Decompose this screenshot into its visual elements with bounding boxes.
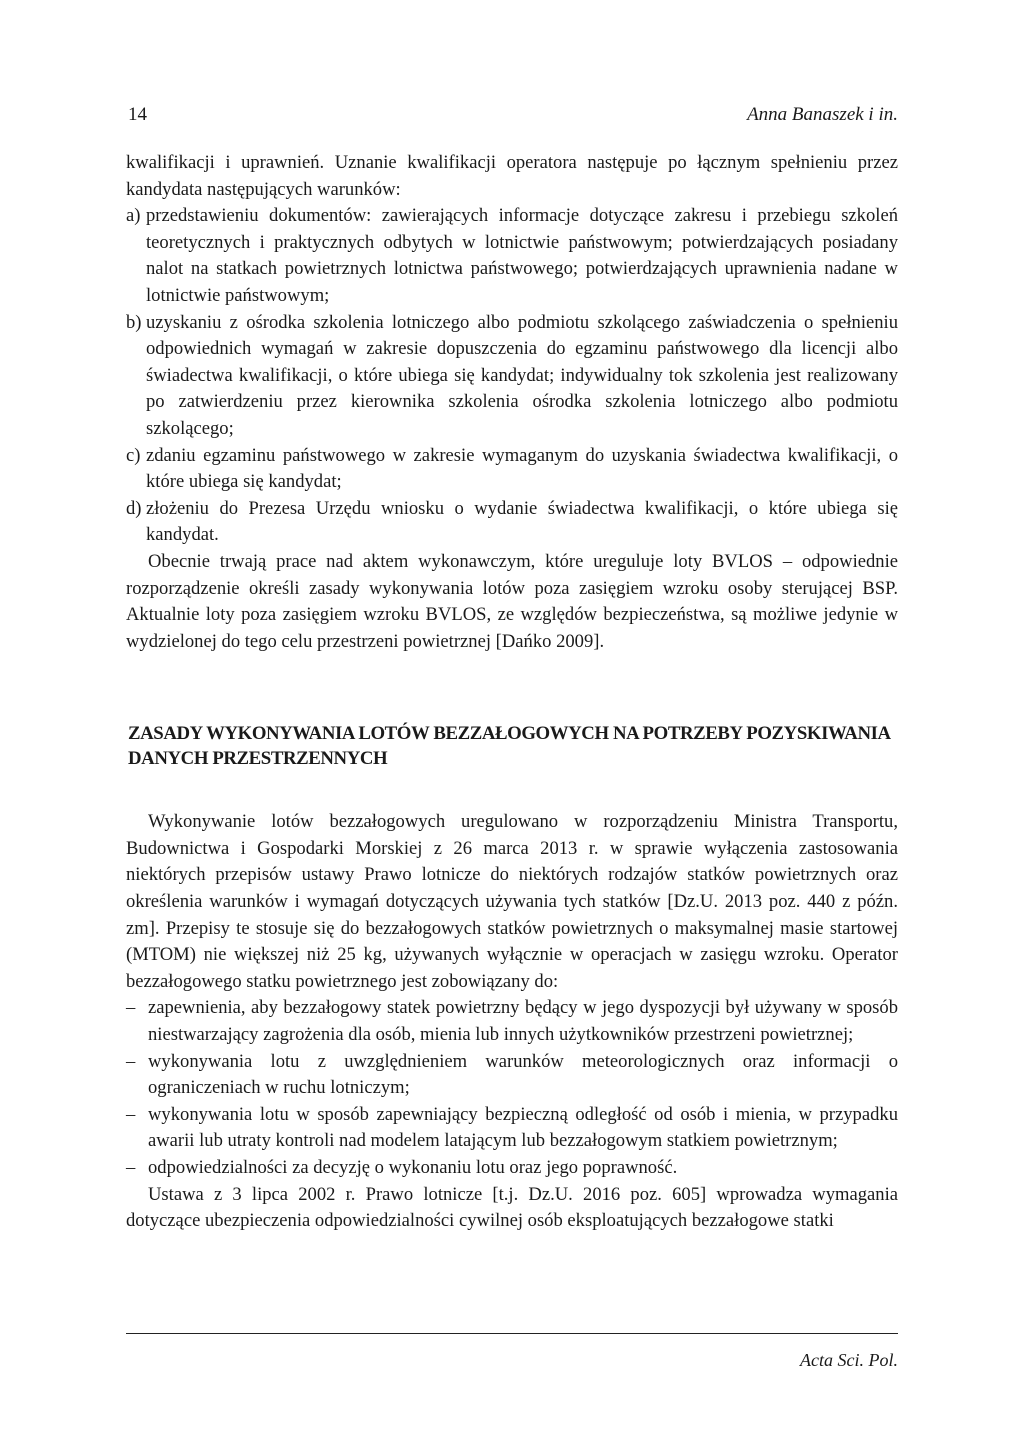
list-item-text: wykonywania lotu z uwzględnieniem warunków meteorologicznych oraz informacji o ograniczeniach w ruchu lotniczym; <box>148 1050 898 1099</box>
list-item-text: zapewnienia, aby bezzałogowy statek powietrzny będący w jego dyspozycji był używany w sposób niestwarzający zagrożenia dla osób, mienia lub innych użytkowników przestrzeni powietrznej; <box>148 997 898 1046</box>
paragraph-3: Wykonywanie lotów bezzałogowych uregulowano w rozporządzeniu Ministra Transportu, Budownictwa i Gospodarki Morskiej z 26 marca 2013 r. w sprawie wyłączenia zastosowania niektórych przepisów ustawy Prawo lotnicze do niektórych rodzajów statków powietrznych oraz określenia warunków i wymagań dotyczących używania tych statków [Dz.U. 2013 poz. 440 z późn. zm]. Przepisy te stosuje się do bezzałogowych statków powietrznych o maksymalnej masie startowej (MTOM) nie większej niż 25 kg, używanych wyłącznie w operacjach w zasięgu wzroku. Operator bezzałogowego statku powietrznego jest zobowiązany do: <box>126 811 898 992</box>
list-item-text: odpowiedzialności za decyzję o wykonaniu lotu oraz jego poprawność. <box>148 1157 678 1178</box>
page-body <box>126 150 898 1235</box>
list-item <box>126 995 898 1048</box>
list-item <box>126 203 898 309</box>
page-number: 14 <box>128 104 147 125</box>
paragraph-4: Ustawa z 3 lipca 2002 r. Prawo lotnicze [t.j. Dz.U. 2016 poz. 605] wprowadza wymagania dotyczące ubezpieczenia odpowiedzialności cywilnej osób eksploatujących bezzałogowe statki <box>126 1183 898 1232</box>
list-marker: d) <box>126 497 142 519</box>
list-item <box>126 443 898 496</box>
list-item-text: uzyskaniu z ośrodka szkolenia lotniczego albo podmiotu szkolącego zaświadczenia o spełnieniu odpowiednich wymagań w zakresie dopuszczenia do egzaminu państwowego dla licencji albo świadectwa kwalifikacji, o które ubiega się kandydat; indywidualny tok szkolenia jest realizowany po zatwierdzeniu przez kierownika szkolenia ośrodka szkolenia lotniczego albo podmiotu szkolącego; <box>146 311 898 439</box>
list-marker: – <box>126 997 136 1019</box>
list-marker: c) <box>126 444 141 466</box>
list-item-text: zdaniu egzaminu państwowego w zakresie wymaganym do uzyskania świadectwa kwalifikacji, o które ubiega się kandydat; <box>146 444 898 493</box>
running-header <box>124 104 898 134</box>
paragraph-2: Obecnie trwają prace nad aktem wykonawczym, które ureguluje loty BVLOS – odpowiednie rozporządzenie określi zasady wykonywania lotów poza zasięgiem wzroku osoby sterującej BSP. Aktualnie loty poza zasięgiem wzroku BVLOS, ze względów bezpieczeństwa, są możliwe jedynie w wydzielonej do tego celu przestrzeni powietrznej [Dańko 2009]. <box>126 550 898 652</box>
list-item-text: złożeniu do Prezesa Urzędu wniosku o wydanie świadectwa kwalifikacji, o które ubiega się kandydat. <box>146 497 898 546</box>
footer-journal: Acta Sci. Pol. <box>800 1350 898 1370</box>
list-item-text: przedstawieniu dokumentów: zawierających informacje dotyczące zakresu i przebiegu szkoleń teoretycznych i praktycznych odbytych w lotnictwie państwowym; potwierdzających posiadany nalot na statkach powietrznych lotnictwa państwowego; potwierdzających uprawnienia nadane w lotnictwie państwowym; <box>146 205 898 306</box>
list-marker: – <box>126 1050 136 1072</box>
conditions-list <box>126 203 898 549</box>
list-item <box>126 1102 898 1155</box>
list-item-text: wykonywania lotu w sposób zapewniający bezpieczną odległość od osób i mienia, w przypadku awarii lub utraty kontroli nad modelem latającym lub bezzałogowym statkiem powietrznym; <box>148 1103 898 1152</box>
list-item <box>126 1049 898 1102</box>
list-marker: – <box>126 1157 136 1178</box>
paragraph-1: kwalifikacji i uprawnień. Uznanie kwalifikacji operatora następuje po łącznym spełnieniu przez kandydata następujących warunków: <box>126 152 898 200</box>
obligations-list <box>126 995 898 1181</box>
list-item <box>126 496 898 549</box>
section-heading: ZASADY WYKONYWANIA LOTÓW BEZZAŁOGOWYCH NA POTRZEBY POZYSKIWANIA DANYCH PRZESTRZENNYCH <box>128 723 890 770</box>
list-marker: b) <box>126 311 142 333</box>
list-item <box>126 1155 898 1182</box>
running-header-authors: Anna Banaszek i in. <box>747 104 898 125</box>
footer-rule <box>126 1333 898 1334</box>
list-marker: – <box>126 1103 136 1125</box>
list-marker: a) <box>126 205 141 227</box>
list-item <box>126 310 898 443</box>
